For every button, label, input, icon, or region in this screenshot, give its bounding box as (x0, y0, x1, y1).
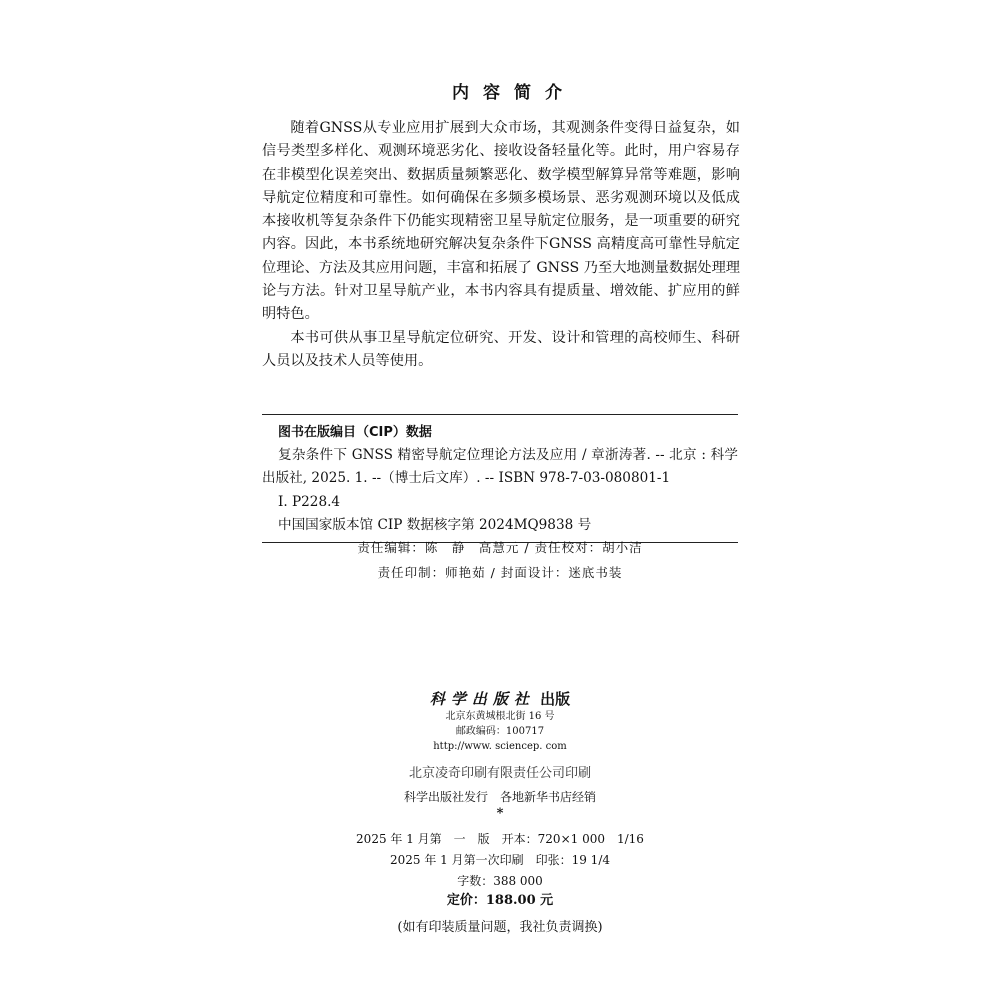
cip-classification: Ⅰ. P228.4 (278, 493, 341, 510)
price: 定价：188.00 元 (446, 893, 554, 908)
editor-credits: 责任编辑：陈 静 高慧元 / 责任校对：胡小洁 (357, 540, 643, 555)
publisher-address: 北京东黄城根北街 16 号 (445, 711, 555, 722)
production-credits: 责任印制：师艳茹 / 封面设计：迷底书装 (377, 565, 623, 580)
edition-line-2: 2025 年 1 月第一次印刷 印张：19 1/4 (389, 853, 610, 867)
publisher-suffix: 出版 (540, 690, 571, 708)
introduction-section (262, 117, 740, 373)
publisher-logo: 科学出版社 (429, 690, 535, 708)
publisher-postcode: 邮政编码：100717 (455, 726, 545, 737)
word-count: 字数：388 000 (457, 874, 543, 888)
printer-line: 北京凌奇印刷有限责任公司印刷 (408, 766, 591, 781)
intro-paragraph-2: 本书可供从事卫星导航定位研究、开发、设计和管理的高校师生、科研人员以及技术人员等使用。 (262, 329, 740, 369)
edition-info (0, 829, 1000, 892)
publisher-website: http://www. sciencep. com (433, 741, 567, 752)
page-title: 内容简介 (452, 83, 576, 103)
edition-line-1: 2025 年 1 月第 一 版 开本：720×1 000 1/16 (356, 832, 644, 846)
cip-data-block (262, 414, 738, 543)
separator-star: * (496, 806, 504, 821)
cip-bibliographic-entry: 复杂条件下 GNSS 精密导航定位理论方法及应用 / 章浙涛著. -- 北京 : 科学出版社, 2025. 1. --（博士后文库）. -- ISBN 978-7-03-080801-1 (262, 447, 738, 487)
publisher-line (0, 688, 1000, 709)
intro-paragraph-1: 随着GNSS从专业应用扩展到大众市场，其观测条件变得日益复杂，如信号类型多样化、观测环境恶劣化、接收设备轻量化等。此时，用户容易存在非模型化误差突出、数据质量频繁恶化、数学模型解算异常等难题，影响导航定位精度和可靠性。如何确保在多频多模场景、恶劣观测环境以及低成本接收机等复杂条件下仍能实现精密卫星导航定位服务，是一项重要的研究内容。因此，本书系统地研究解决复杂条件下GNSS 高精度高可靠性导航定位理论、方法及其应用问题，丰富和拓展了 GNSS 乃至大地测量数据处理理论与方法。针对卫星导航产业，本书内容具有提质量、增效能、扩应用的鲜明特色。 (262, 120, 740, 323)
distribution-line: 科学出版社发行 各地新华书店经销 (403, 790, 596, 804)
publisher-imprint (0, 688, 1000, 754)
quality-notice: (如有印装质量问题，我社负责调换) (397, 920, 603, 935)
cip-record-number: 中国国家版本馆 CIP 数据核字第 2024MQ9838 号 (278, 516, 592, 533)
cip-heading: 图书在版编目（CIP）数据 (278, 425, 432, 440)
